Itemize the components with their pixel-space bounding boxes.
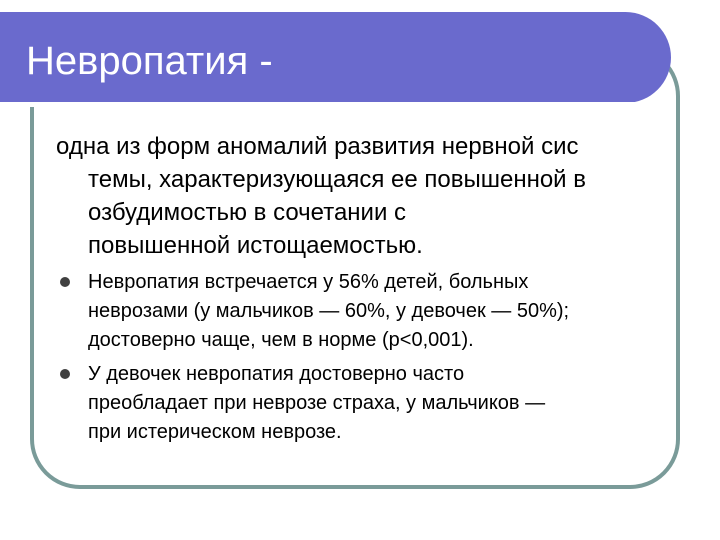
intro-line-1: одна из форм аномалий развития нервной сис xyxy=(56,133,579,160)
bullet-2-line-3: при истерическом неврозе. xyxy=(88,421,342,443)
intro-line-4: повышенной истощаемостью. xyxy=(88,232,423,259)
slide-title: Невропатия - xyxy=(26,39,273,83)
bullet-icon xyxy=(60,369,70,379)
title-bar xyxy=(0,12,671,103)
bullet-icon xyxy=(60,277,70,287)
bullet-item xyxy=(56,268,680,355)
title-underline xyxy=(0,102,638,107)
bullet-1-line-1: Невропатия встречается у 56% детей, больных xyxy=(88,271,529,293)
intro-paragraph xyxy=(56,130,680,262)
intro-line-3: озбудимостью в сочетании с xyxy=(88,199,407,226)
slide-content xyxy=(56,130,680,452)
bullet-item xyxy=(56,360,680,447)
bullet-2-line-2: преобладает при неврозе страха, у мальчиков — xyxy=(88,392,546,414)
bullet-list xyxy=(56,268,680,447)
bullet-1-line-3: достоверно чаще, чем в норме (p<0,001). xyxy=(88,329,474,351)
intro-line-2: темы, характеризующаяся ее повышенной в xyxy=(88,166,586,193)
bullet-2-line-1: У девочек невропатия достоверно часто xyxy=(88,363,465,385)
bullet-1-line-2: неврозами (у мальчиков — 60%, у девочек — 50%); xyxy=(88,300,570,322)
